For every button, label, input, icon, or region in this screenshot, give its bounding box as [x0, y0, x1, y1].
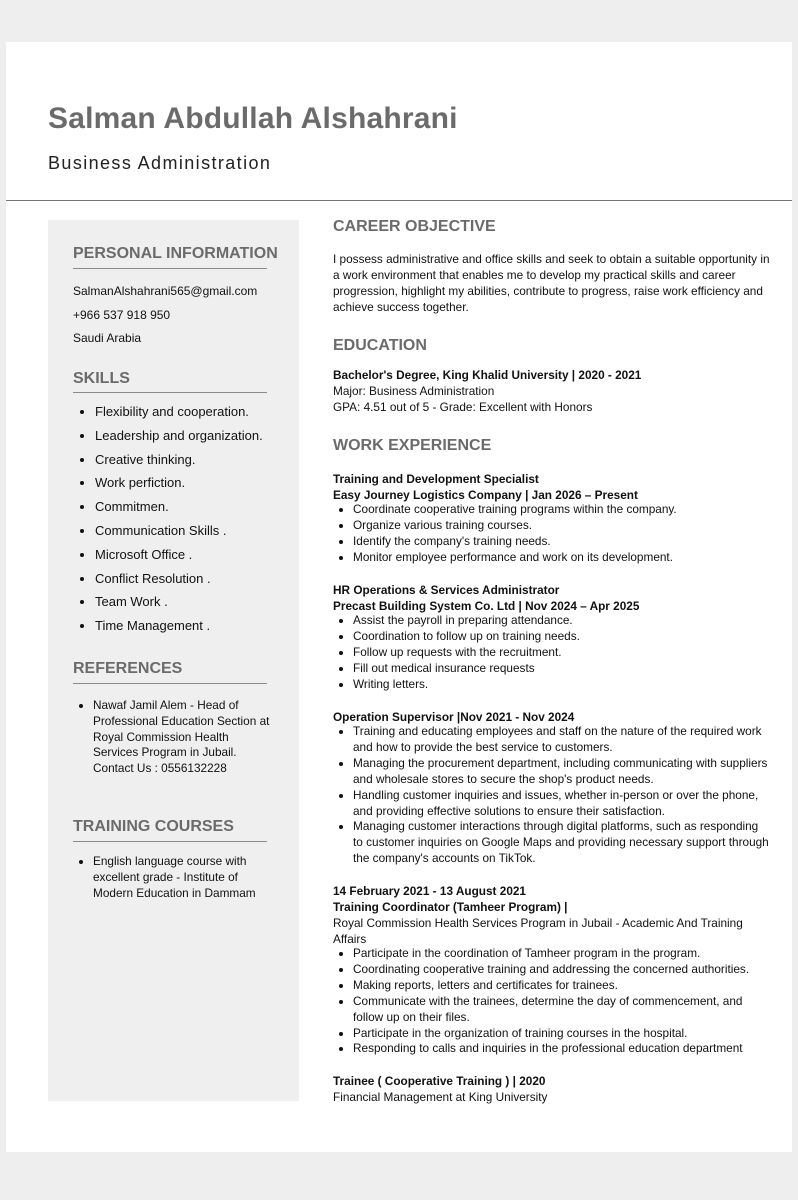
job-company: Easy Journey Logistics Company | Jan 2026 – Present — [333, 488, 638, 502]
skill-item: • Time Management . — [95, 618, 263, 642]
job-duty: • Identify the company's training needs. — [353, 534, 771, 550]
job-duty: • Monitor employee performance and work on its development. — [353, 550, 771, 566]
job-duty: • Managing the procurement department, including communicating with suppliers and wholesale stores to secure the shop's product needs. — [353, 756, 771, 788]
skill-item: • Commitmen. — [95, 499, 263, 523]
training-courses-heading: TRAINING COURSES — [73, 818, 234, 835]
job-duty: • Participate in the coordination of Tamheer program in the program. — [353, 946, 771, 962]
personal-info-heading: PERSONAL INFORMATION — [73, 245, 278, 262]
job-duties-list — [333, 946, 771, 1057]
job-duty: • Handling customer inquiries and issues, whether in-person or over the phone, and providing effective solutions to ensure their satisfaction. — [353, 788, 771, 820]
job-duty: • Coordination to follow up on training needs. — [353, 629, 771, 645]
skill-item: • Creative thinking. — [95, 452, 263, 476]
reference-item: • Nawaf Jamil Alem - Head of Professional Education Section at Royal Commission Health Services Program in Jubail. Contact Us : 0556132228 — [93, 698, 273, 777]
job-company: Precast Building System Co. Ltd | Nov 2024 – Apr 2025 — [333, 599, 640, 613]
references-rule — [73, 683, 267, 684]
references-heading: REFERENCES — [73, 660, 183, 677]
career-objective-heading: CAREER OBJECTIVE — [333, 218, 496, 235]
references-list — [73, 698, 273, 777]
header-divider — [6, 200, 792, 201]
location-text: Saudi Arabia — [73, 331, 142, 345]
candidate-role: Business Administration — [48, 153, 272, 173]
education-gpa: GPA: 4.51 out of 5 - Grade: Excellent with Honors — [333, 400, 593, 414]
job-duty: • Training and educating employees and staff on the nature of the required work and how to provide the best service to customers. — [353, 724, 771, 756]
job-duty: • Fill out medical insurance requests — [353, 661, 771, 677]
job-duties-list — [333, 724, 771, 867]
skill-item: • Team Work . — [95, 594, 263, 618]
career-objective-text: I possess administrative and office skills and seek to obtain a suitable opportunity in a work environment that enables me to develop my practical skills and career progression, highlight my abilities, contribute to progress, raise work efficiency and achieve success together. — [333, 252, 770, 314]
job-duty: • Participate in the organization of training courses in the hospital. — [353, 1026, 771, 1042]
job-duty: • Making reports, letters and certificates for trainees. — [353, 978, 771, 994]
job-title: HR Operations & Services Administrator — [333, 583, 560, 597]
email-text: SalmanAlshahrani565@gmail.com — [73, 284, 258, 298]
sidebar — [48, 220, 299, 1101]
education-degree: Bachelor's Degree, King Khalid University | 2020 - 2021 — [333, 368, 642, 382]
skills-heading: SKILLS — [73, 370, 130, 387]
job-duty: • Assist the payroll in preparing attendance. — [353, 613, 771, 629]
education-major: Major: Business Administration — [333, 384, 495, 398]
training-courses-rule — [73, 841, 267, 842]
skills-rule — [73, 392, 267, 393]
phone-text: +966 537 918 950 — [73, 308, 171, 322]
job-title: Training and Development Specialist — [333, 472, 539, 486]
job-duty: • Organize various training courses. — [353, 518, 771, 534]
work-experience-heading: WORK EXPERIENCE — [333, 437, 492, 454]
skills-list — [73, 404, 263, 642]
skill-item: • Leadership and organization. — [95, 428, 263, 452]
job-duty: • Follow up requests with the recruitment. — [353, 645, 771, 661]
job-duty: • Coordinating cooperative training and addressing the concerned authorities. — [353, 962, 771, 978]
job-title: Trainee ( Cooperative Training ) | 2020 — [333, 1074, 546, 1088]
candidate-name: Salman Abdullah Alshahrani — [48, 102, 458, 135]
skill-item: • Communication Skills . — [95, 523, 263, 547]
job-duty: • Writing letters. — [353, 677, 771, 693]
job-duties-list — [333, 613, 771, 693]
job-dates: 14 February 2021 - 13 August 2021 — [333, 884, 526, 898]
resume-page — [6, 42, 792, 1152]
job-duty: • Coordinate cooperative training programs within the company. — [353, 502, 771, 518]
job-title: Training Coordinator (Tamheer Program) | — [333, 900, 568, 914]
skill-item: • Conflict Resolution . — [95, 571, 263, 595]
personal-info-rule — [73, 268, 267, 269]
job-duty: • Managing customer interactions through digital platforms, such as responding to customer inquiries on Google Maps and providing necessary support through the company's accounts on TikTok. — [353, 819, 771, 867]
skill-item: • Flexibility and cooperation. — [95, 404, 263, 428]
skill-item: • Work perfiction. — [95, 475, 263, 499]
skill-item: • Microsoft Office . — [95, 547, 263, 571]
job-duty: • Communicate with the trainees, determine the day of commencement, and follow up on their files. — [353, 994, 771, 1026]
education-heading: EDUCATION — [333, 337, 427, 354]
training-courses-list — [73, 854, 273, 901]
job-organization: Royal Commission Health Services Program in Jubail - Academic And Training Affairs — [333, 916, 743, 946]
job-duty: • Responding to calls and inquiries in the professional education department — [353, 1041, 771, 1057]
training-course-item: • English language course with excellent grade - Institute of Modern Education in Dammam — [93, 854, 273, 901]
job-title: Operation Supervisor |Nov 2021 - Nov 2024 — [333, 710, 575, 724]
job-organization: Financial Management at King University — [333, 1090, 548, 1104]
job-duties-list — [333, 502, 771, 566]
